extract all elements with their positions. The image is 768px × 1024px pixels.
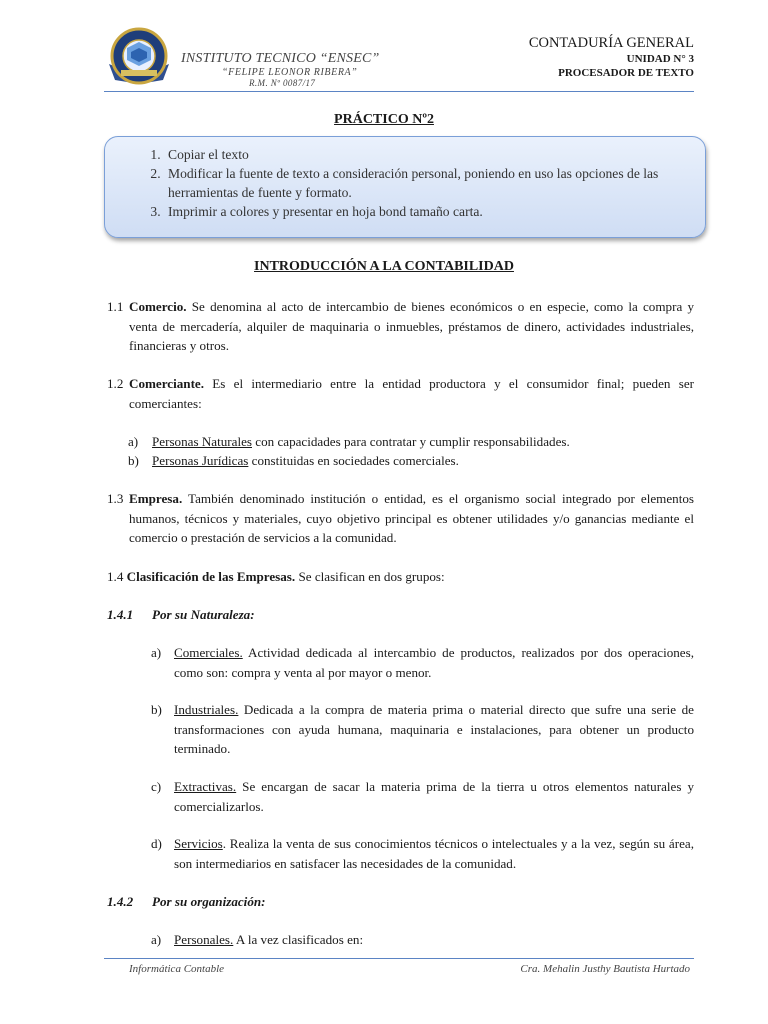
section-1-2: Comerciante. Es el intermediario entre la entidad productora y el consumidor final; pueden ser comerciantes: — [129, 376, 694, 411]
section-number: 1.2 — [107, 376, 124, 391]
instruction-item: 3. Imprimir a colores y presentar en hoja bond tamaño carta. — [164, 202, 675, 221]
list-item: Industriales. Dedicada a la compra de materia prima o material directo que sufre una serie de transformaciones con ayuda humana, maquinaria e instalaciones, para obtener un producto terminado. — [174, 702, 694, 756]
list-marker: b) — [128, 453, 139, 468]
footer-rule — [104, 958, 694, 959]
subsection-number: 1.4.2 — [107, 894, 134, 909]
list-marker: a) — [128, 434, 139, 449]
list-marker: a) — [151, 932, 162, 947]
school-logo — [103, 26, 175, 90]
list-marker: b) — [151, 702, 162, 717]
footer-left: Informática Contable — [129, 963, 225, 975]
list-item: Comerciales. Actividad dedicada al intercambio de productos, realizados por dos operaciones, como son: compra y venta al por mayor o menor. — [174, 645, 694, 680]
instruction-item: 2. Modificar la fuente de texto a consideración personal, poniendo en uso las opciones de las herramientas de fuente y formato. — [164, 164, 675, 202]
list-item: Personas Naturales con capacidades para contratar y cumplir responsabilidades. — [152, 434, 570, 449]
practice-title: PRÁCTICO Nº2 — [334, 112, 434, 127]
instructions-list — [105, 137, 705, 221]
footer-right: Cra. Mehalin Justhy Bautista Hurtado — [520, 963, 690, 975]
subject-label: PROCESADOR DE TEXTO — [558, 67, 694, 79]
list-marker: a) — [151, 645, 162, 660]
section-title: INTRODUCCIÓN A LA CONTABILIDAD — [254, 259, 514, 274]
subsection-title: Por su Naturaleza: — [152, 607, 255, 622]
institute-rm: R.M. Nº 0087/17 — [249, 78, 316, 88]
course-title: CONTADURÍA GENERAL — [528, 35, 694, 51]
instructions-box — [104, 136, 706, 238]
list-item: Personas Jurídicas constituidas en sociedades comerciales. — [152, 453, 459, 468]
section-1-3: Empresa. También denominado institución o entidad, es el organismo social integrado por elementos humanos, técnicos y materiales, cuyo objetivo principal es obtener utilidades y/o ganancias mediante el comercio o prestación de servicios a la comunidad. — [129, 491, 694, 545]
institute-name: INSTITUTO TECNICO “ENSEC” — [181, 51, 380, 66]
header-rule — [104, 91, 694, 92]
list-item: Servicios. Realiza la venta de sus conocimientos técnicos o intelectuales y a la vez, según su área, son intermediarios en satisfacer las necesidades de la comunidad. — [174, 836, 694, 871]
list-item: Extractivas. Se encargan de sacar la materia prima de la tierra u otros elementos naturales y comercializarlos. — [174, 779, 694, 814]
unit-label: UNIDAD N° 3 — [626, 53, 694, 65]
institute-founder: “FELIPE LEONOR RIBERA” — [222, 67, 358, 78]
section-1-1: Comercio. Se denomina al acto de intercambio de bienes económicos o en especie, como la compra y venta de mercadería, alquiler de maquinaria o inmuebles, préstamos de dinero, actividades industriales, financieras y otros. — [129, 299, 694, 353]
list-item: Personales. A la vez clasificados en: — [174, 932, 364, 947]
instruction-item: 1. Copiar el texto — [164, 145, 675, 164]
section-number: 1.1 — [107, 299, 124, 314]
subsection-title: Por su organización: — [152, 894, 266, 909]
subsection-number: 1.4.1 — [107, 607, 134, 622]
list-marker: c) — [151, 779, 162, 794]
list-marker: d) — [151, 836, 162, 851]
section-1-4: 1.4 Clasificación de las Empresas. Se clasifican en dos grupos: — [107, 569, 445, 584]
section-number: 1.3 — [107, 491, 124, 506]
